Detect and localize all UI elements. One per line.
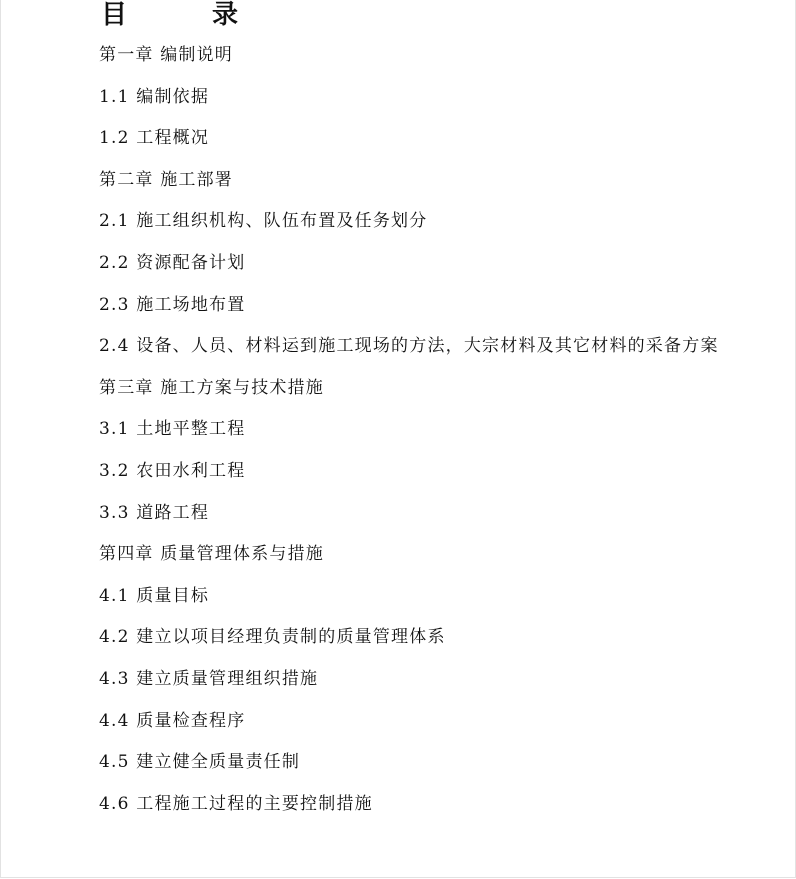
toc-entry-1-2: 1.2 工程概况 — [99, 128, 210, 149]
toc-entry-2-1: 2.1 施工组织机构、队伍布置及任务划分 — [99, 211, 428, 232]
toc-entry-3-3: 3.3 道路工程 — [99, 502, 210, 523]
toc-entry-3-2: 3.2 农田水利工程 — [99, 460, 246, 481]
toc-entry-chapter-2: 第二章 施工部署 — [99, 169, 234, 190]
toc-title: 目 录 — [101, 0, 277, 30]
toc-entry-4-6: 4.6 工程施工过程的主要控制措施 — [99, 793, 373, 814]
toc-entry-chapter-1: 第一章 编制说明 — [99, 45, 234, 65]
toc-entry-2-2: 2.2 资源配备计划 — [99, 252, 246, 273]
toc-entry-4-2: 4.2 建立以项目经理负责制的质量管理体系 — [99, 627, 446, 648]
toc-entry-chapter-3: 第三章 施工方案与技术措施 — [99, 377, 325, 398]
toc-entry-4-4: 4.4 质量检查程序 — [99, 710, 246, 731]
toc-entry-4-1: 4.1 质量目标 — [99, 585, 210, 606]
toc-entry-chapter-4: 第四章 质量管理体系与措施 — [99, 544, 325, 565]
toc-entry-3-1: 3.1 土地平整工程 — [99, 419, 246, 440]
toc-entry-2-4: 2.4 设备、人员、材料运到施工现场的方法，大宗材料及其它材料的采备方案 — [99, 336, 719, 357]
toc-entry-4-5: 4.5 建立健全质量责任制 — [99, 752, 301, 773]
toc-entry-1-1: 1.1 编制依据 — [99, 86, 210, 107]
toc-entry-2-3: 2.3 施工场地布置 — [99, 294, 246, 315]
toc-list — [99, 40, 719, 830]
toc-entry-4-3: 4.3 建立质量管理组织措施 — [99, 668, 319, 689]
